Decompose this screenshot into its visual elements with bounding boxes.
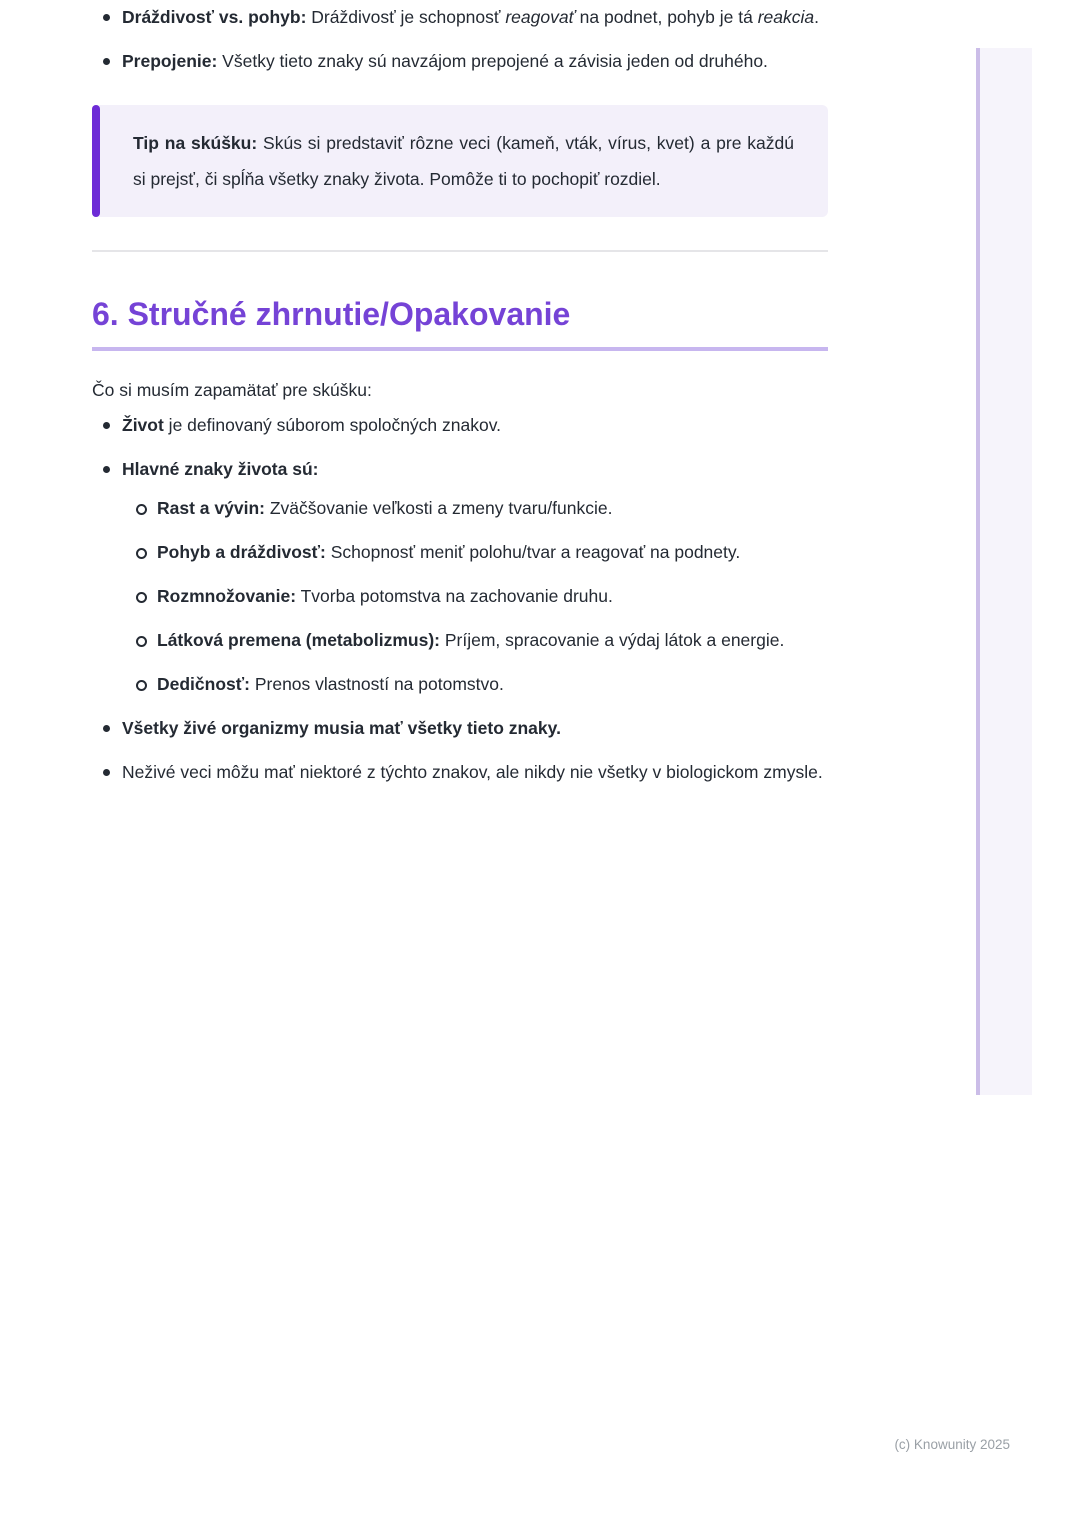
list-item-lead: Rast a vývin: bbox=[157, 498, 265, 518]
list-item-emphasis: reagovať bbox=[505, 7, 575, 27]
list-item-text: je definovaný súborom spoločných znakov. bbox=[163, 415, 502, 435]
list-item-text: na podnet, pohyb je tá bbox=[574, 7, 758, 27]
list-item-lead: Život bbox=[122, 415, 164, 435]
bullet-icon bbox=[103, 14, 110, 21]
section-intro-paragraph: Čo si musím zapamätať pre skúšku: bbox=[92, 380, 372, 400]
callout-accent-bar bbox=[92, 105, 100, 217]
bullet-icon bbox=[103, 58, 110, 65]
list-item-lead: Pohyb a dráždivosť: bbox=[157, 542, 326, 562]
list-item bbox=[92, 755, 828, 790]
intro-bullet-list bbox=[92, 0, 828, 79]
section-divider bbox=[92, 250, 828, 252]
list-item bbox=[92, 408, 828, 443]
list-item-lead: Látková premena (metabolizmus): bbox=[157, 630, 440, 650]
section-heading: 6. Stručné zhrnutie/Opakovanie bbox=[92, 294, 828, 351]
summary-bullet-list bbox=[92, 408, 828, 790]
tip-text bbox=[133, 125, 794, 197]
circle-bullet-icon bbox=[136, 548, 147, 559]
nested-bullet-list bbox=[122, 491, 828, 702]
list-item-text: Schopnosť meniť polohu/tvar a reagovať na podnety. bbox=[325, 542, 741, 562]
list-item-text: Neživé veci môžu mať niektoré z týchto znakov, ale nikdy nie všetky v biologickom zmysle. bbox=[122, 762, 823, 782]
circle-bullet-icon bbox=[136, 592, 147, 603]
document-content bbox=[92, 0, 828, 799]
bullet-icon bbox=[103, 769, 110, 776]
strip-accent-line bbox=[976, 48, 980, 1095]
list-item-text: Tvorba potomstva na zachovanie druhu. bbox=[296, 586, 613, 606]
circle-bullet-icon bbox=[136, 680, 147, 691]
list-item bbox=[122, 579, 828, 614]
list-item bbox=[122, 535, 828, 570]
list-item-lead: Dráždivosť vs. pohyb: bbox=[122, 7, 307, 27]
tip-body: Skús si predstaviť rôzne veci (kameň, vták, vírus, kvet) a pre každú si prejsť, či spĺňa všetky znaky života. Pomôže ti to pochopiť rozdiel. bbox=[133, 133, 794, 189]
list-item-text: Všetky tieto znaky sú navzájom prepojené a závisia jeden od druhého. bbox=[217, 51, 768, 71]
page-edge-strip bbox=[976, 48, 1032, 1095]
circle-bullet-icon bbox=[136, 636, 147, 647]
list-item-lead: Dedičnosť: bbox=[157, 674, 250, 694]
list-item-lead: Prepojenie: bbox=[122, 51, 218, 71]
list-item bbox=[122, 623, 828, 658]
list-item-text: Prenos vlastností na potomstvo. bbox=[249, 674, 504, 694]
bullet-icon bbox=[103, 422, 110, 429]
bullet-icon bbox=[103, 725, 110, 732]
list-item bbox=[122, 667, 828, 702]
list-item-emphasis: reakcia bbox=[757, 7, 815, 27]
list-item-text: Zväčšovanie veľkosti a zmeny tvaru/funkcie. bbox=[264, 498, 613, 518]
list-item bbox=[92, 711, 828, 746]
circle-bullet-icon bbox=[136, 504, 147, 515]
list-item bbox=[92, 44, 828, 79]
list-item bbox=[122, 491, 828, 526]
tip-callout bbox=[92, 105, 828, 217]
list-item bbox=[92, 0, 828, 35]
list-item-text: Príjem, spracovanie a výdaj látok a energie. bbox=[439, 630, 785, 650]
list-item-lead: Rozmnožovanie: bbox=[157, 586, 297, 606]
list-item-text: Dráždivosť je schopnosť bbox=[306, 7, 506, 27]
list-item-lead: Hlavné znaky života sú: bbox=[122, 459, 319, 479]
footer-copyright: (c) Knowunity 2025 bbox=[894, 1437, 1010, 1452]
list-item bbox=[92, 452, 828, 702]
bullet-icon bbox=[103, 466, 110, 473]
tip-lead: Tip na skúšku: bbox=[133, 133, 258, 153]
list-item-text: . bbox=[814, 7, 819, 27]
list-item-lead: Všetky živé organizmy musia mať všetky tieto znaky. bbox=[122, 718, 561, 738]
